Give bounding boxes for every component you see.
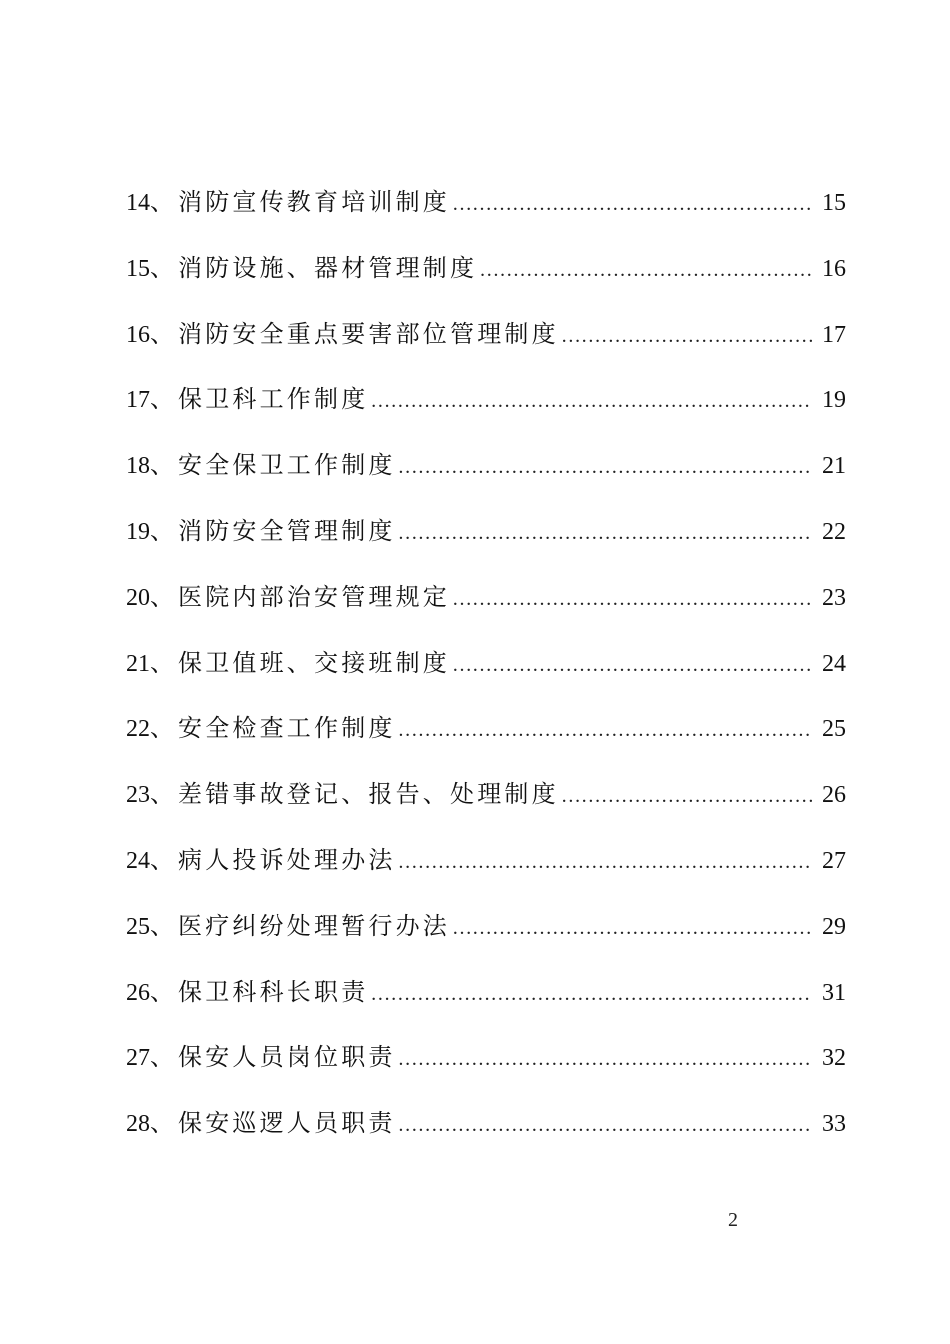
toc-entry-number: 28: [126, 1111, 150, 1138]
toc-entry-title: 病人投诉处理办法: [178, 845, 396, 874]
toc-entry[interactable]: [126, 1101, 846, 1167]
toc-entry-title: 保安巡逻人员职责: [178, 1109, 396, 1138]
toc-entry[interactable]: [126, 904, 846, 970]
toc-entry-page: 31: [822, 979, 846, 1006]
toc-entry-number: 27: [126, 1045, 150, 1072]
toc-entry-title: 医院内部治安管理规定: [178, 582, 450, 611]
toc-entry-number: 18: [126, 453, 150, 480]
toc-dot-leader: [398, 1103, 812, 1147]
toc-entry-page: 29: [822, 913, 846, 940]
toc-entry-number: 14: [126, 190, 150, 216]
toc-entry-title: 保安人员岗位职责: [178, 1043, 396, 1072]
toc-entry-page: 25: [822, 716, 846, 743]
toc-entry-number: 17: [126, 387, 150, 414]
toc-dot-leader: [452, 182, 812, 226]
toc-entry-separator: 、: [150, 319, 174, 348]
toc-entry[interactable]: [126, 1035, 846, 1101]
toc-entry-separator: 、: [150, 188, 174, 216]
toc-entry[interactable]: [126, 312, 846, 378]
toc-entry-separator: 、: [150, 845, 174, 874]
toc-entry-page: 23: [822, 584, 846, 611]
toc-entry-page: 26: [822, 782, 846, 809]
toc-dot-leader: [452, 643, 812, 687]
toc-dot-leader: [398, 708, 812, 752]
toc-entry-number: 23: [126, 782, 150, 809]
toc-entry-separator: 、: [150, 648, 174, 677]
toc-dot-leader: [452, 577, 812, 621]
toc-entry[interactable]: [126, 377, 846, 443]
toc-entry-title: 保卫值班、交接班制度: [178, 648, 450, 677]
toc-entry-page: 22: [822, 518, 846, 545]
toc-entry-separator: 、: [150, 253, 174, 282]
toc-entry-separator: 、: [150, 582, 174, 611]
toc-entry-title: 消防设施、器材管理制度: [178, 253, 478, 282]
toc-entry-title: 安全检查工作制度: [178, 714, 396, 743]
toc-entry-number: 20: [126, 584, 150, 611]
toc-entry[interactable]: [126, 443, 846, 509]
toc-entry-title: 消防安全重点要害部位管理制度: [178, 319, 559, 348]
toc-entry-title: 保卫科工作制度: [178, 385, 369, 414]
toc-entry-title: 安全保卫工作制度: [178, 451, 396, 480]
toc-entry[interactable]: [126, 509, 846, 575]
toc-entry-separator: 、: [150, 385, 174, 414]
toc-entry-title: 差错事故登记、报告、处理制度: [178, 780, 559, 809]
toc-entry[interactable]: [126, 838, 846, 904]
toc-entry-page: 33: [822, 1111, 846, 1138]
toc-entry-page: 17: [822, 321, 846, 348]
toc-entry-separator: 、: [150, 911, 174, 940]
toc-dot-leader: [370, 379, 812, 423]
toc-entry[interactable]: [126, 772, 846, 838]
toc-dot-leader: [398, 445, 812, 489]
toc-entry-page: 21: [822, 453, 846, 480]
toc-entry[interactable]: [126, 180, 846, 246]
toc-entry[interactable]: [126, 706, 846, 772]
toc-dot-leader: [479, 248, 812, 292]
toc-dot-leader: [561, 314, 812, 358]
toc-dot-leader: [370, 972, 812, 1016]
toc-entry-title: 消防宣传教育培训制度: [178, 188, 450, 216]
toc-dot-leader: [398, 1037, 812, 1081]
table-of-contents: [126, 180, 846, 1167]
toc-dot-leader: [561, 774, 812, 818]
toc-entry-number: 24: [126, 847, 150, 874]
toc-entry[interactable]: [126, 575, 846, 641]
toc-dot-leader: [398, 840, 812, 884]
toc-entry-separator: 、: [150, 1109, 174, 1138]
toc-entry-number: 15: [126, 255, 150, 282]
toc-entry-separator: 、: [150, 516, 174, 545]
page-number: 2: [728, 1209, 738, 1231]
toc-entry-page: 16: [822, 255, 846, 282]
toc-entry-number: 25: [126, 913, 150, 940]
toc-entry-page: 32: [822, 1045, 846, 1072]
toc-dot-leader: [452, 906, 812, 950]
toc-entry-page: 27: [822, 847, 846, 874]
toc-entry-separator: 、: [150, 714, 174, 743]
toc-entry-separator: 、: [150, 977, 174, 1006]
toc-entry[interactable]: [126, 246, 846, 312]
toc-entry-title: 消防安全管理制度: [178, 516, 396, 545]
toc-entry-title: 保卫科科长职责: [178, 977, 369, 1006]
toc-entry-page: 24: [822, 650, 846, 677]
toc-entry-title: 医疗纠纷处理暂行办法: [178, 911, 450, 940]
toc-entry-number: 19: [126, 518, 150, 545]
toc-dot-leader: [398, 511, 812, 555]
toc-entry-page: 15: [822, 190, 846, 216]
toc-entry-separator: 、: [150, 780, 174, 809]
toc-entry[interactable]: [126, 970, 846, 1036]
toc-entry-number: 21: [126, 650, 150, 677]
toc-entry-number: 22: [126, 716, 150, 743]
toc-entry-separator: 、: [150, 451, 174, 480]
toc-entry-number: 16: [126, 321, 150, 348]
toc-entry-separator: 、: [150, 1043, 174, 1072]
toc-entry-page: 19: [822, 387, 846, 414]
toc-entry[interactable]: [126, 641, 846, 707]
toc-entry-number: 26: [126, 979, 150, 1006]
